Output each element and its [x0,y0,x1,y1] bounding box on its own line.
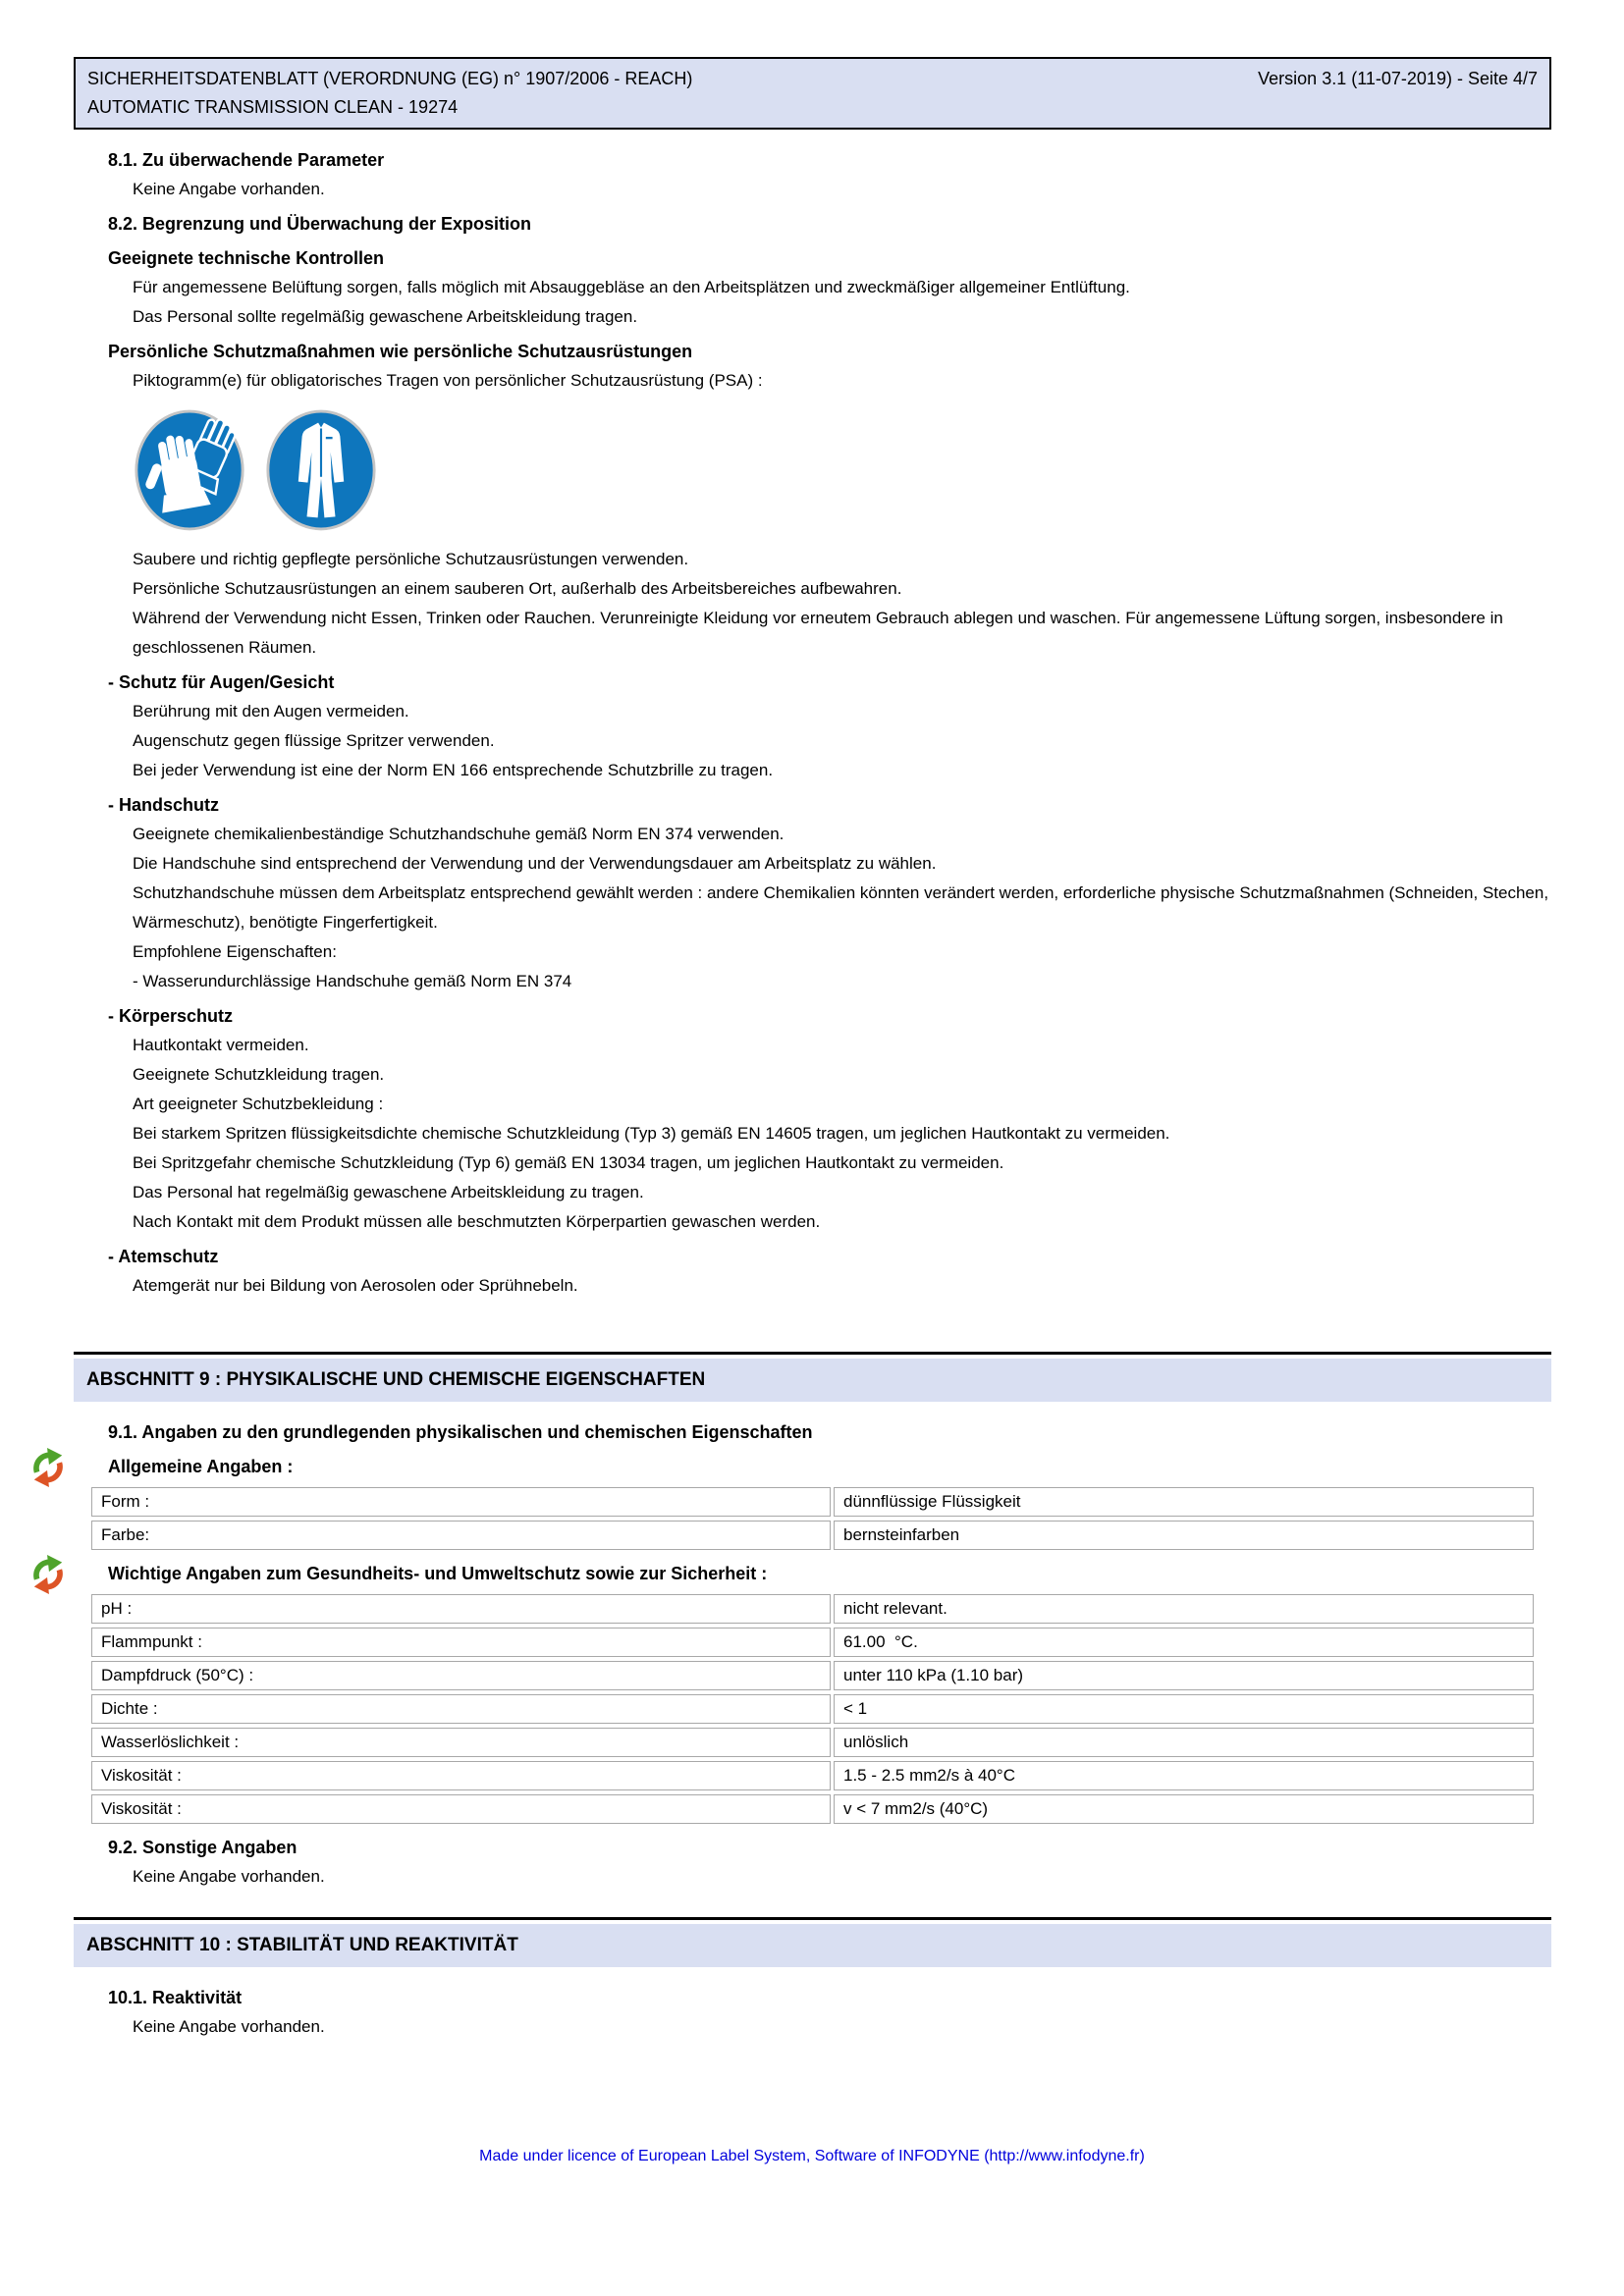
document-title: SICHERHEITSDATENBLATT (VERORDNUNG (EG) n° 1907/2006 - REACH) [87,69,693,88]
paragraph: Saubere und richtig gepflegte persönliche Schutzausrüstungen verwenden. [133,550,689,568]
property-value: unlöslich [834,1728,1534,1757]
property-label: Dichte : [91,1694,831,1724]
paragraph: Geeignete chemikalienbeständige Schutzhandschuhe gemäß Norm EN 374 verwenden. [133,825,785,843]
section-10-title-bar: ABSCHNITT 10 : STABILITÄT UND REAKTIVITÄT [74,1924,1551,1967]
paragraph: Persönliche Schutzausrüstungen an einem sauberen Ort, außerhalb des Arbeitsbereiches aufbewahren. [133,579,902,598]
section-10-stability-reactivity [74,1917,1551,2042]
paragraph: - Wasserundurchlässige Handschuhe gemäß Norm EN 374 [133,972,572,990]
heading-general-info [108,1452,1551,1481]
paragraph: Geeignete Schutzkleidung tragen. [133,1065,385,1084]
general-properties-table [88,1483,1537,1554]
paragraph: Bei Spritzgefahr chemische Schutzkleidung (Typ 6) gemäß EN 13034 tragen, um jeglichen Hautkontakt zu vermeiden. [133,1153,1004,1172]
property-label: Form : [91,1487,831,1517]
section-8-exposure-controls [74,145,1551,1301]
paragraph: Das Personal sollte regelmäßig gewaschene Arbeitskleidung tragen. [133,307,638,326]
property-value: < 1 [834,1694,1534,1724]
table-row [91,1661,1534,1690]
heading-8-1: 8.1. Zu überwachende Parameter [108,150,385,170]
paragraph: Für angemessene Belüftung sorgen, falls möglich mit Absauggebläse an den Arbeitsplätzen und zweckmäßiger allgemeiner Entlüftung. [133,278,1130,296]
heading-10-1: 10.1. Reaktivität [108,1988,243,2007]
property-label: Wasserlöslichkeit : [91,1728,831,1757]
heading-personal-protection: Persönliche Schutzmaßnahmen wie persönliche Schutzausrüstungen [108,342,693,361]
property-value: dünnflüssige Flüssigkeit [834,1487,1534,1517]
property-label: Farbe: [91,1521,831,1550]
section-divider [74,1352,1551,1355]
paragraph: Bei jeder Verwendung ist eine der Norm EN 166 entsprechende Schutzbrille zu tragen. [133,761,774,779]
property-label: Viskosität : [91,1761,831,1790]
footer-licence-link[interactable]: Made under licence of European Label System, Software of INFODYNE (http://www.infodyne.fr) [479,2148,1145,2164]
property-value: nicht relevant. [834,1594,1534,1624]
heading-hand-protection: - Handschutz [108,795,220,815]
table-row [91,1521,1534,1550]
paragraph: Atemgerät nur bei Bildung von Aerosolen oder Sprühnebeln. [133,1276,578,1295]
table-row [91,1594,1534,1624]
ppe-pictograms [133,407,1551,535]
paragraph: Augenschutz gegen flüssige Spritzer verwenden. [133,731,495,750]
important-properties-table [88,1590,1537,1828]
heading-important-info [108,1559,1551,1588]
paragraph: Art geeigneter Schutzbekleidung : [133,1095,384,1113]
paragraph: Empfohlene Eigenschaften: [133,942,337,961]
heading-8-2: 8.2. Begrenzung und Überwachung der Exposition [108,214,532,234]
product-name: AUTOMATIC TRANSMISSION CLEAN - 19274 [87,97,459,117]
property-value: 61.00 °C. [834,1628,1534,1657]
paragraph: Keine Angabe vorhanden. [133,180,325,198]
property-label: Viskosität : [91,1794,831,1824]
pictogram-caption: Piktogramm(e) für obligatorisches Tragen von persönlicher Schutzausrüstung (PSA) : [133,371,763,390]
paragraph: Während der Verwendung nicht Essen, Trinken oder Rauchen. Verunreinigte Kleidung vor erneutem Gebrauch ablegen und waschen. Für angemessene Lüftung sorgen, insbesondere in geschlossenen Räumen. [133,609,1503,657]
section-9-title-bar: ABSCHNITT 9 : PHYSIKALISCHE UND CHEMISCHE EIGENSCHAFTEN [74,1359,1551,1402]
paragraph: Berührung mit den Augen vermeiden. [133,702,409,721]
version-page-info: Version 3.1 (11-07-2019) - Seite 4/7 [1258,69,1538,88]
heading-respiratory-protection: - Atemschutz [108,1247,219,1266]
section-divider [74,1917,1551,1920]
wear-protective-clothing-pictogram-icon [264,407,378,533]
heading-important-info-label: Wichtige Angaben zum Gesundheits- und Umweltschutz sowie zur Sicherheit : [108,1564,768,1583]
table-row [91,1694,1534,1724]
heading-general-info-label: Allgemeine Angaben : [108,1457,294,1476]
heading-9-2: 9.2. Sonstige Angaben [108,1838,298,1857]
property-value: bernsteinfarben [834,1521,1534,1550]
table-row [91,1761,1534,1790]
document-header-row-1 [87,65,1538,93]
property-label: Dampfdruck (50°C) : [91,1661,831,1690]
heading-eye-face-protection: - Schutz für Augen/Gesicht [108,672,335,692]
paragraph: Nach Kontakt mit dem Produkt müssen alle beschmutzten Körperpartien gewaschen werden. [133,1212,821,1231]
table-row [91,1794,1534,1824]
document-header [74,57,1551,130]
document-header-row-2 [87,93,1538,122]
paragraph: Das Personal hat regelmäßig gewaschene Arbeitskleidung zu tragen. [133,1183,644,1201]
paragraph: Bei starkem Spritzen flüssigkeitsdichte chemische Schutzkleidung (Typ 3) gemäß EN 14605 tragen, um jeglichen Hautkontakt zu vermeiden. [133,1124,1170,1143]
wear-gloves-pictogram-icon [133,407,246,533]
property-value: unter 110 kPa (1.10 bar) [834,1661,1534,1690]
heading-technical-controls: Geeignete technische Kontrollen [108,248,385,268]
table-row [91,1628,1534,1657]
section-9-physical-chemical [74,1352,1551,1892]
paragraph: Keine Angabe vorhanden. [133,2017,325,2036]
table-row [91,1487,1534,1517]
paragraph: Schutzhandschuhe müssen dem Arbeitsplatz entsprechend gewählt werden : andere Chemikalien könnten verändert werden, erforderliche physische Schutzmaßnahmen (Schneiden, Stechen, Wärmeschutz), benötigte Fingerfertigkeit. [133,883,1549,932]
heading-body-protection: - Körperschutz [108,1006,234,1026]
paragraph: Hautkontakt vermeiden. [133,1036,309,1054]
property-label: Flammpunkt : [91,1628,831,1657]
property-value: v < 7 mm2/s (40°C) [834,1794,1534,1824]
sync-arrows-icon [29,1446,67,1489]
table-row [91,1728,1534,1757]
sync-arrows-icon [29,1553,67,1596]
paragraph: Die Handschuhe sind entsprechend der Verwendung und der Verwendungsdauer am Arbeitsplatz zu wählen. [133,854,937,873]
property-value: 1.5 - 2.5 mm2/s à 40°C [834,1761,1534,1790]
heading-9-1: 9.1. Angaben zu den grundlegenden physikalischen und chemischen Eigenschaften [108,1422,813,1442]
paragraph: Keine Angabe vorhanden. [133,1867,325,1886]
property-label: pH : [91,1594,831,1624]
